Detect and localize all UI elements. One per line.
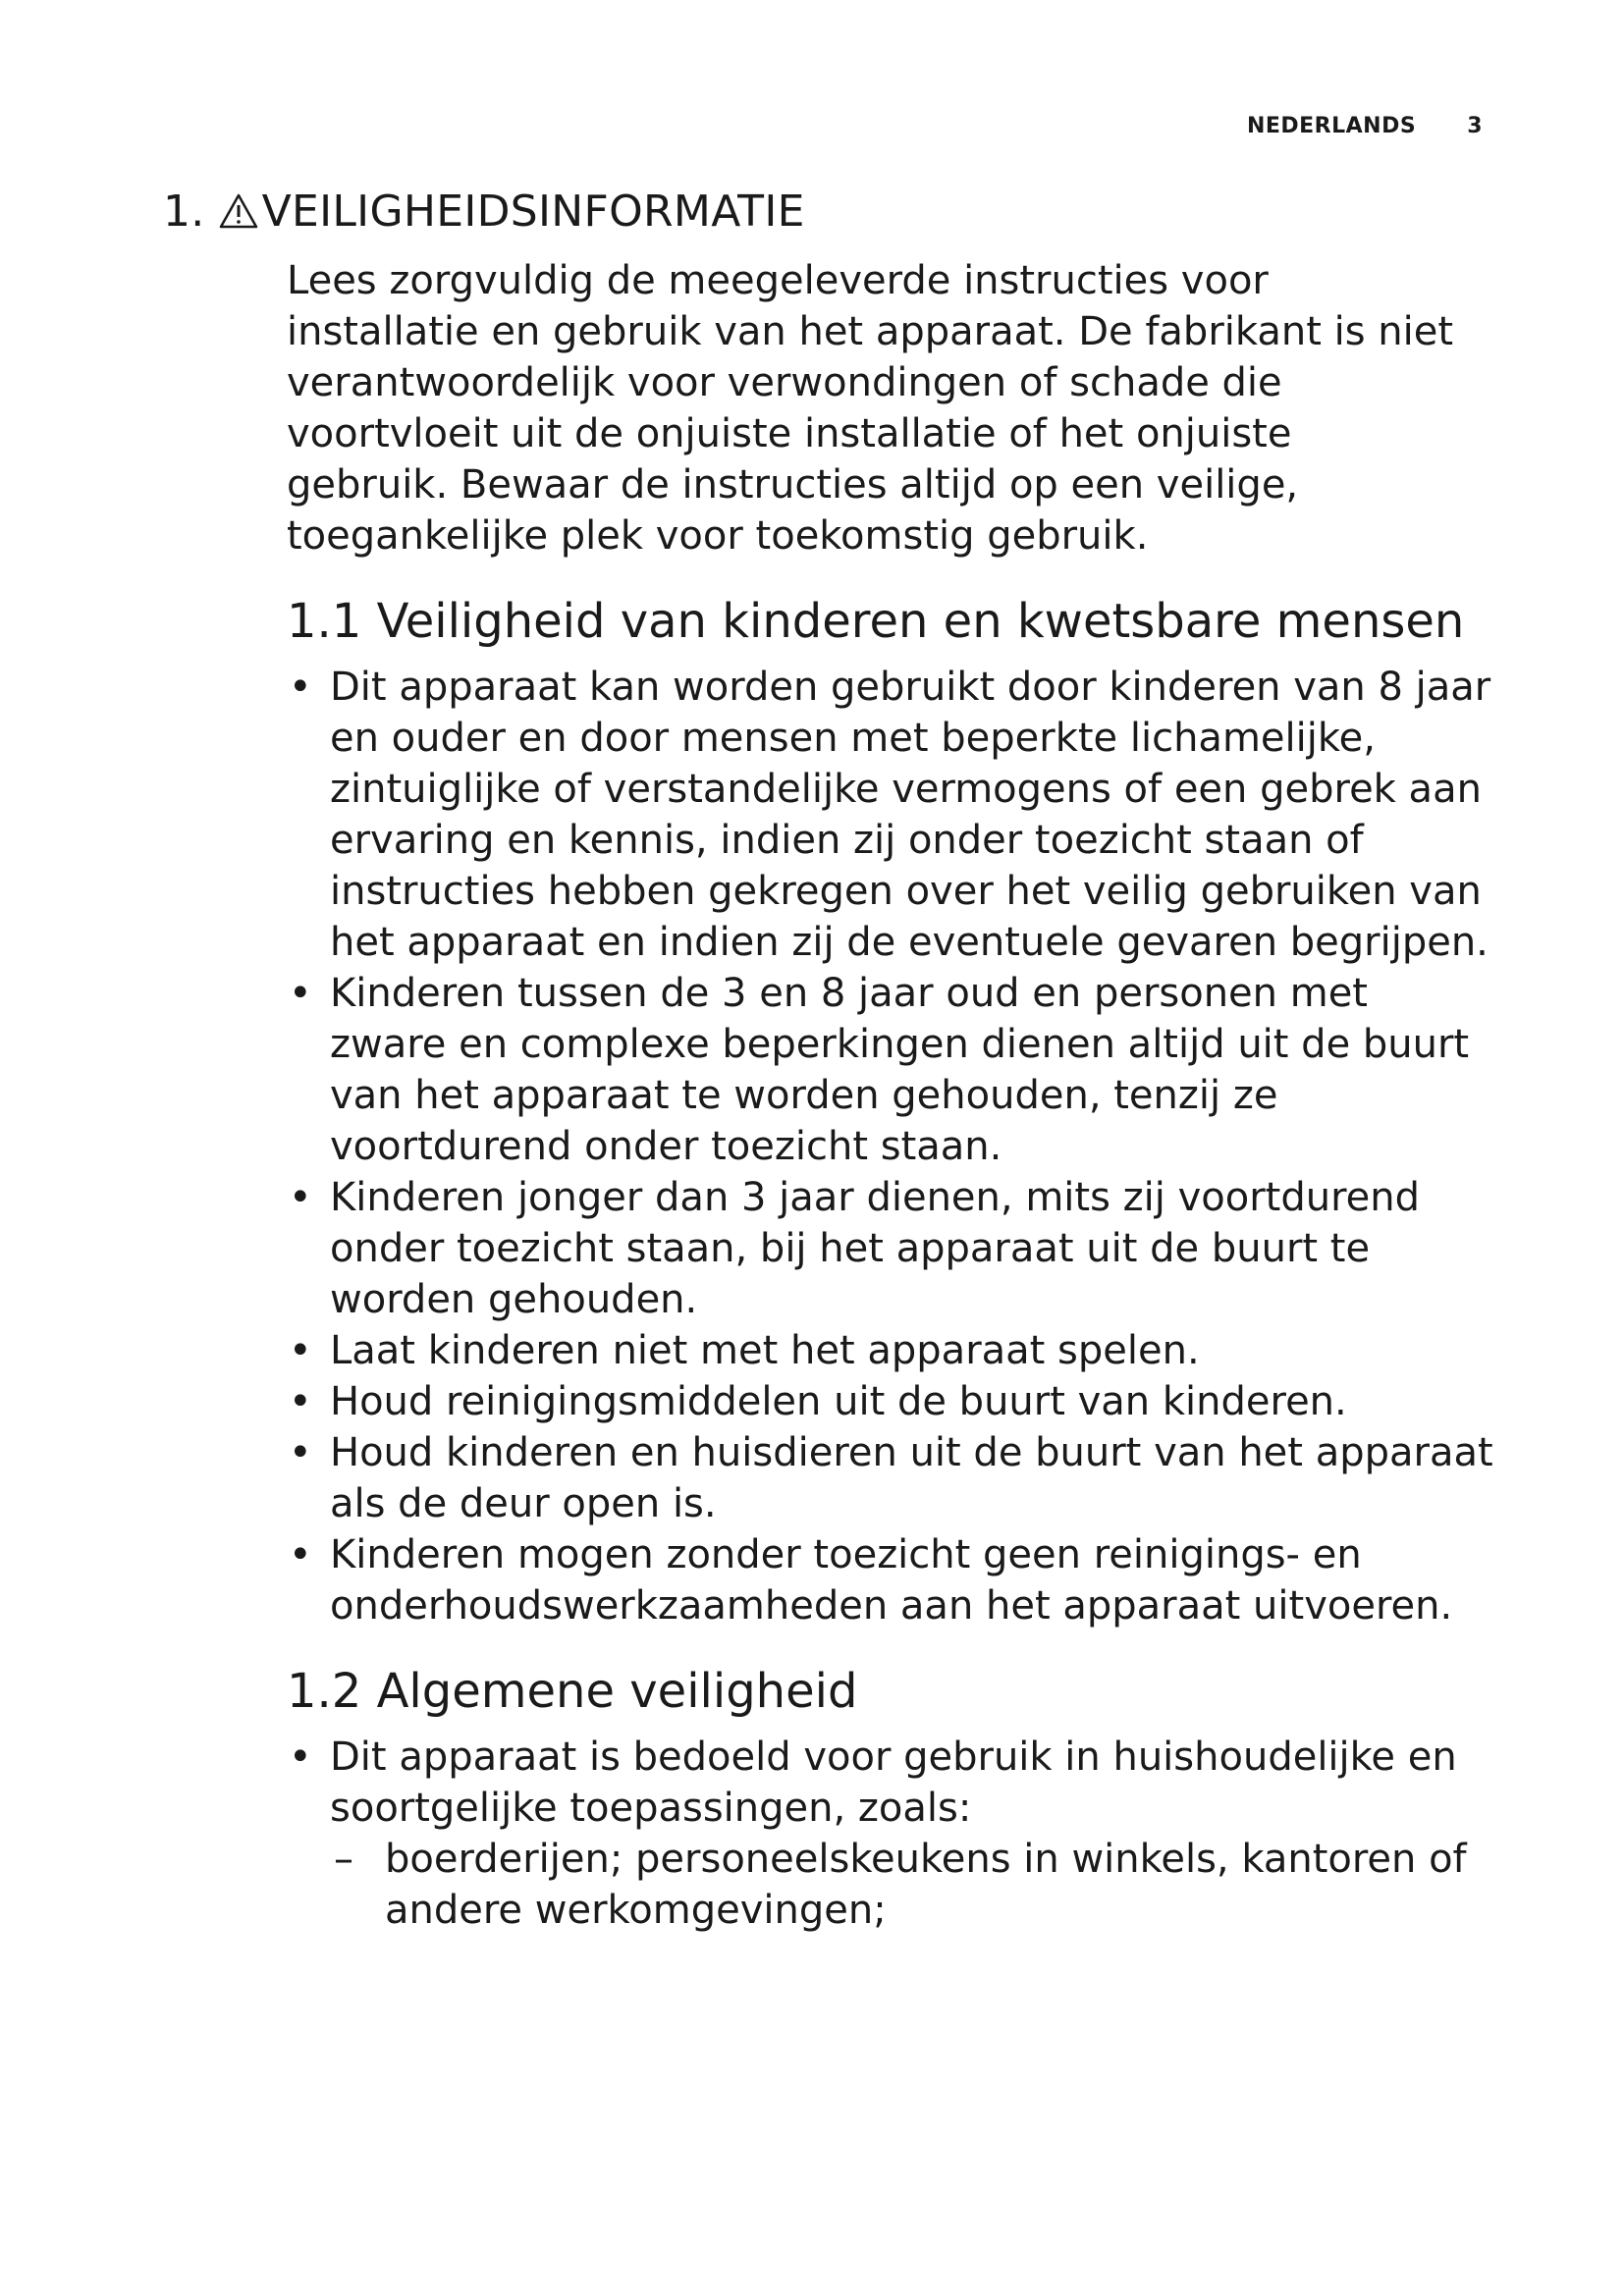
list-item: • Kinderen jonger dan 3 jaar dienen, mits zij voortdurend onder toezicht staan, bij het apparaat uit de buurt te worden gehouden. — [287, 1172, 1494, 1325]
list-item — [287, 1732, 1494, 1936]
main-content — [287, 255, 1494, 1963]
list-item: • Laat kinderen niet met het apparaat spelen. — [287, 1325, 1494, 1376]
warning-triangle-icon — [219, 193, 258, 229]
list-item: • Houd reinigingsmiddelen uit de buurt van kinderen. — [287, 1376, 1494, 1427]
section-1-1-list — [287, 662, 1494, 1631]
list-item-text: Dit apparaat is bedoeld voor gebruik in huishoudelijke en soortgelijke toepassingen, zoals: — [330, 1735, 1457, 1831]
sub-list — [330, 1834, 1494, 1936]
chapter-heading: VEILIGHEIDSINFORMATIE — [261, 186, 805, 237]
intro-paragraph: Lees zorgvuldig de meegeleverde instructies voor installatie en gebruik van het apparaat. De fabrikant is niet verantwoordelijk voor verwondingen of schade die voortvloeit uit de onjuiste installatie of het onjuiste gebruik. Bewaar de instructies altijd op een veilige, toegankelijke plek voor toekomstig gebruik. — [287, 258, 1454, 559]
chapter-number: 1. — [163, 186, 205, 237]
list-item: • Kinderen tussen de 3 en 8 jaar oud en personen met zware en complexe beperkingen dienen altijd uit de buurt van het apparaat te worden gehouden, tenzij ze voortdurend onder toezicht staan. — [287, 968, 1494, 1172]
page-number: 3 — [1467, 113, 1483, 138]
section-1-2-heading: 1.2 Algemene veiligheid — [287, 1664, 858, 1719]
section-1-1-heading: 1.1 Veiligheid van kinderen en kwetsbare mensen — [287, 594, 1465, 649]
list-item: • Houd kinderen en huisdieren uit de buurt van het apparaat als de deur open is. — [287, 1427, 1494, 1529]
sub-list-item: – boerderijen; personeelskeukens in winkels, kantoren of andere werkomgevingen; — [330, 1834, 1494, 1936]
section-1-2-list — [287, 1732, 1494, 1936]
header-language: NEDERLANDS — [1246, 113, 1417, 138]
list-item: • Kinderen mogen zonder toezicht geen reinigings- en onderhoudswerkzaamheden aan het apparaat uitvoeren. — [287, 1529, 1494, 1631]
running-header — [1159, 106, 1483, 145]
chapter-title — [163, 177, 805, 245]
list-item: • Dit apparaat kan worden gebruikt door kinderen van 8 jaar en ouder en door mensen met beperkte lichamelijke, zintuiglijke of verstandelijke vermogens of een gebrek aan ervaring en kennis, indien zij onder toezicht staan of instructies hebben gekregen over het veilig gebruiken van het apparaat en indien zij de eventuele gevaren begrijpen. — [287, 662, 1494, 968]
